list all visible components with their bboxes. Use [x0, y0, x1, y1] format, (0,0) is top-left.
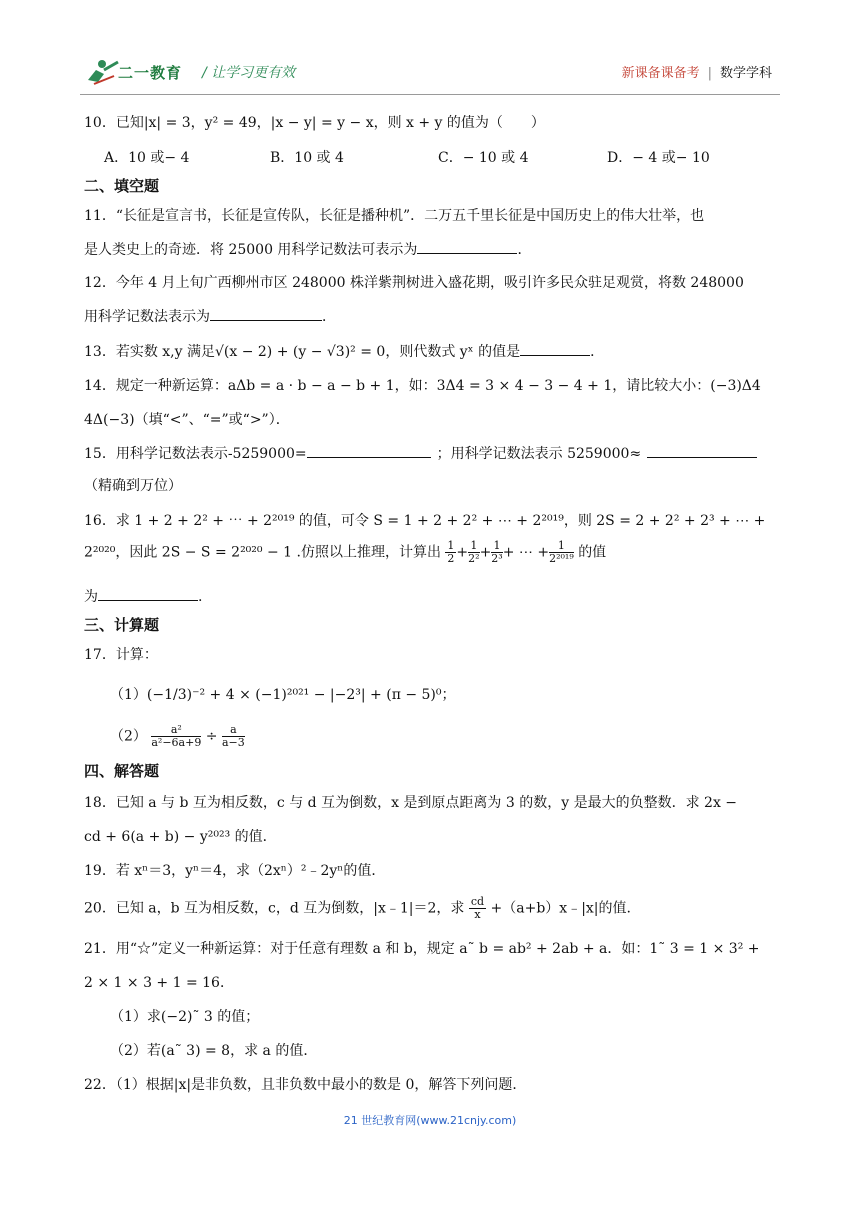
q15-text-b: ；用科学记数法表示 5259000≈ [436, 446, 642, 462]
q14-line1: 14．规定一种新运算：aΔb = a · b − a − b + 1，如：3Δ4 = 3 × 4 − 3 − 4 + 1，请比较大小：(−3)Δ4 [84, 378, 761, 394]
q12-end: ． [322, 309, 336, 325]
q15-answer-blank-2[interactable] [647, 443, 757, 458]
q17-fraction-1: $\frac{\text{a²}}{\text{a²−6a+9}}$ [151, 723, 202, 749]
q11-text: 是人类史上的奇迹．将 25000 用科学记数法可表示为 [84, 242, 418, 258]
q17-part1-label: （1） [110, 687, 147, 703]
q16-line3-text: 为 [84, 589, 98, 605]
q21-part2: （2）若(a˜ 3) = 8，求 a 的值． [110, 1043, 318, 1059]
q11-answer-blank[interactable] [417, 239, 517, 254]
logo-text: 二一教育 [118, 64, 183, 82]
fraction-3: $\frac{1}{\text{2³}}$ [491, 539, 503, 565]
footer-link[interactable]: 21 世纪教育网(www.21cnjy.com) [343, 1114, 517, 1127]
slogan: / 让学习更有效 [202, 65, 296, 81]
q16-line1: 16．求 1 + 2 + 2² + ⋯ + 2²⁰¹⁹ 的值，可令 S = 1 + 2 + 2² + ⋯ + 2²⁰¹⁹，则 2S = 2 + 2² + 2³ + ⋯ + [84, 513, 766, 529]
header-course: 新课备课备考 [621, 66, 700, 81]
q13-line [84, 341, 604, 361]
q18-line2: cd + 6(a + b) − y²⁰²³ 的值． [84, 829, 277, 845]
q22-line: 22．（1）根据|x|是非负数，且非负数中最小的数是 0，解答下列问题． [84, 1077, 527, 1093]
q20-text: 20．已知 a，b 互为相反数，c，d 互为倒数，|x﹣1|＝2，求 [84, 900, 465, 917]
q21-line1: 21．用“☆”定义一种新运算：对于任意有理数 a 和 b，规定 a˜ b = ab² + 2ab + a．如：1˜ 3 = 1 × 3² + [84, 941, 760, 957]
q21-part1: （1）求(−2)˜ 3 的值； [110, 1009, 260, 1025]
q20-line [84, 896, 631, 921]
q13-answer-blank[interactable] [520, 341, 590, 356]
q20-fraction: $\frac{cd}{x}$ [470, 895, 485, 921]
q17-part2 [110, 724, 245, 749]
q12-text: 用科学记数法表示为 [84, 309, 210, 325]
q17-part2-label: （2） [110, 728, 147, 745]
q15-text-a: 15．用科学记数法表示-5259000= [84, 446, 307, 462]
q15-line2: （精确到万位） [84, 478, 182, 494]
header-separator: | [707, 66, 712, 81]
q18-line1: 18．已知 a 与 b 互为相反数，c 与 d 互为倒数，x 是到原点距离为 3 的数，y 是最大的负整数．求 2x − [84, 795, 738, 811]
fraction-2: $\frac{1}{\text{2²}}$ [468, 539, 480, 565]
q11-end: ． [517, 242, 532, 258]
q20-post: +（a+b）x﹣|x|的值. [490, 900, 631, 917]
q10-option-b: B．10 或 4 [270, 150, 344, 166]
section-fill-in: 二、填空题 [84, 177, 160, 195]
q10-option-d: D．− 4 或− 10 [607, 150, 710, 166]
q16-end: . [198, 589, 203, 605]
q17-part1-expr: (−1/3)⁻² + 4 × (−1)²⁰²¹ − |−2³| + (π − 5)⁰； [146, 687, 456, 703]
fraction-4: $\frac{1}{\text{2²⁰¹⁹}}$ [549, 539, 574, 565]
q17-stem: 17．计算： [84, 647, 158, 663]
section-calculation: 三、计算题 [84, 616, 160, 634]
q16-line3 [84, 586, 202, 606]
q12-line1: 12．今年 4 月上旬广西柳州市区 248000 株洋紫荆树进入盛花期，吸引许多民众驻足观赏，将数 248000 [84, 275, 744, 291]
header-right [622, 62, 772, 81]
fraction-1: $\frac{1}{2}$ [447, 539, 455, 565]
q11-line2 [84, 239, 531, 259]
q16-line2: 2²⁰²⁰，因此 2S − S = 2²⁰²⁰ − 1 .仿照以上推理，计算出 $\frac{1}{2}$ + $\frac{1}{\text{2²}}$ + $\frac{1}{\text{2³}}$ + ⋯ + $\frac{1}{\text{2²⁰¹⁹}}$ 的值 [84, 539, 607, 565]
q12-answer-blank[interactable] [210, 306, 322, 321]
q17-fraction-2: $\frac{a}{a-3}$ [221, 723, 245, 749]
section-answer: 四、解答题 [84, 762, 160, 780]
q19-line: 19．若 xⁿ＝3，yⁿ＝4，求（2xⁿ）²﹣2yⁿ的值． [84, 863, 386, 879]
q10-stem: 10．已知|x| = 3，y² = 49，|x − y| = y − x，则 x + y 的值为（ ） [84, 115, 545, 131]
q11-line1: 11．“长征是宣言书，长征是宣传队，长征是播种机”．二万五千里长征是中国历史上的伟大壮举，也 [84, 208, 705, 224]
header-subject: 数学学科 [719, 66, 772, 81]
q16-line2-text: 2²⁰²⁰，因此 2S − S = 2²⁰²⁰ − 1 .仿照以上推理，计算出 [84, 544, 441, 561]
q16-answer-blank[interactable] [98, 586, 198, 601]
q16-line2-post: 的值 [578, 544, 607, 561]
q15-line1 [84, 443, 757, 463]
q13-text: 13．若实数 x,y 满足√(x − 2) + (y − √3)² = 0，则代数式 yˣ 的值是 [84, 344, 521, 360]
q14-line2: 4Δ(−3)（填“<”、“=”或“>”）． [84, 412, 290, 428]
q15-answer-blank-1[interactable] [307, 443, 431, 458]
q21-line2: 2 × 1 × 3 + 1 = 16． [84, 975, 234, 991]
q17-part1 [110, 684, 456, 704]
q10-option-a: A．10 或− 4 [104, 150, 190, 166]
q17-divide: ÷ [205, 728, 218, 745]
page-header [80, 56, 780, 95]
q12-line2 [84, 306, 336, 326]
q10-option-c: C．− 10 或 4 [438, 150, 529, 166]
q13-end: ． [590, 344, 605, 360]
